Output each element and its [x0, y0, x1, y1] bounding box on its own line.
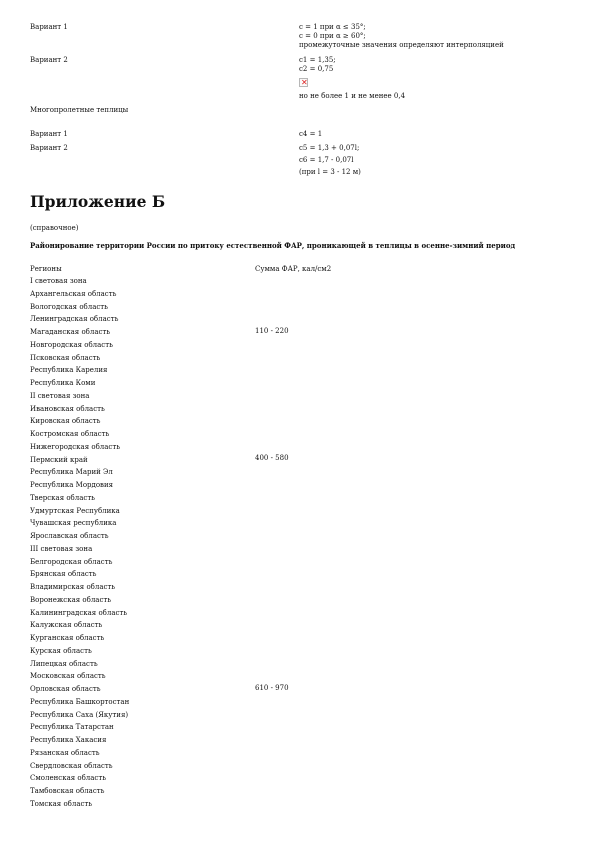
- table-row-region: Вологодская область: [30, 302, 108, 311]
- table-row-region: Владимирская область: [30, 583, 116, 591]
- formula-line: промежуточные значения определяют интерполяцией: [299, 41, 504, 49]
- formula-line: с = 1 при α ≤ 35°;: [299, 23, 366, 31]
- table-row-region: Томская область: [30, 799, 93, 808]
- table-row-region: Тамбовская область: [30, 787, 105, 795]
- table-row-region: Псковская область: [30, 353, 101, 362]
- table-row-region: Московская область: [30, 672, 106, 681]
- table-row-region: Калужская область: [30, 621, 103, 630]
- table-row-region: Костромская область: [30, 430, 110, 438]
- table-row-region: Чувашская республика: [30, 519, 117, 528]
- table-row-region: Орловская область: [30, 685, 101, 693]
- formula-line: с2 = 0,75: [299, 65, 334, 73]
- variant-1-label: Вариант 1: [30, 23, 68, 31]
- appendix-subtitle: (справочное): [30, 224, 79, 232]
- formula-line: с = 0 при α ≥ 60°;: [299, 32, 366, 40]
- table-row-region: Пермский край: [30, 455, 88, 464]
- formula-line: с6 = 1,7 - 0,07l: [299, 156, 354, 164]
- table-row-region: Республика Карелия: [30, 366, 108, 375]
- table-row-region: Липецкая область: [30, 659, 98, 668]
- table-row-region: Удмуртская Республика: [30, 506, 120, 515]
- table-row-region: Архангельская область: [30, 289, 117, 298]
- table-row-region: Брянская область: [30, 570, 97, 579]
- table-row-region: III световая зона: [30, 544, 93, 553]
- par-value-zone-2: 400 - 580: [255, 454, 289, 462]
- table-row-region: Рязанская область: [30, 748, 100, 757]
- variant-1-label: Вариант 1: [30, 130, 68, 138]
- table-row-region: Нижегородская область: [30, 442, 121, 451]
- par-value-zone-3: 610 - 970: [255, 684, 289, 692]
- table-row-region: Смоленская область: [30, 774, 107, 783]
- table-row-region: Тверская область: [30, 493, 95, 502]
- table-row-region: Ленинградская область: [30, 315, 119, 324]
- table-row-region: Магаданская область: [30, 328, 111, 336]
- formula-line: с5 = 1,3 + 0,07l;: [299, 144, 360, 152]
- table-row-region: Свердловская область: [30, 761, 113, 770]
- table-row-region: Белгородская область: [30, 557, 113, 566]
- column-header-regions: Регионы: [30, 265, 62, 273]
- section-label: Многопролетные теплицы: [30, 106, 129, 114]
- variant-2-label: Вариант 2: [30, 56, 68, 64]
- formula-constraint: но не более 1 и не менее 0,4: [299, 92, 406, 100]
- table-row-region: Курганская область: [30, 634, 105, 642]
- table-row-region: I световая зона: [30, 277, 87, 285]
- table-row-region: Республика Татарстан: [30, 723, 114, 732]
- table-row-region: Курская область: [30, 646, 92, 655]
- table-row-region: Республика Мордовия: [30, 481, 114, 489]
- table-row-region: Республика Саха (Якутия): [30, 710, 129, 719]
- column-header-par-sum: Сумма ФАР, кал/см2: [255, 265, 332, 273]
- table-row-region: II световая зона: [30, 391, 90, 400]
- table-row-region: Ивановская область: [30, 404, 105, 413]
- table-row-region: Ярославская область: [30, 532, 109, 540]
- table-row-region: Республика Коми: [30, 379, 96, 387]
- table-row-region: Воронежская область: [30, 595, 112, 604]
- appendix-title: Приложение Б: [30, 192, 166, 211]
- broken-image-icon: ✕: [301, 78, 308, 87]
- table-caption: Районирование территории России по притоку естественной ФАР, проникающей в теплицы в осенне-зимний период: [30, 241, 516, 250]
- formula-line: с1 = 1,35;: [299, 56, 336, 64]
- par-value-zone-1: 110 - 220: [255, 327, 289, 335]
- formula-line: (при l = 3 - 12 м): [299, 168, 361, 176]
- formula-line: с4 = 1: [299, 130, 323, 138]
- table-row-region: Республика Марий Эл: [30, 468, 113, 477]
- variant-2-label: Вариант 2: [30, 144, 68, 152]
- table-row-region: Республика Башкортостан: [30, 697, 130, 706]
- table-row-region: Калининградская область: [30, 608, 128, 617]
- table-row-region: Республика Хакасия: [30, 736, 107, 744]
- table-row-region: Новгородская область: [30, 340, 113, 349]
- table-row-region: Кировская область: [30, 417, 101, 426]
